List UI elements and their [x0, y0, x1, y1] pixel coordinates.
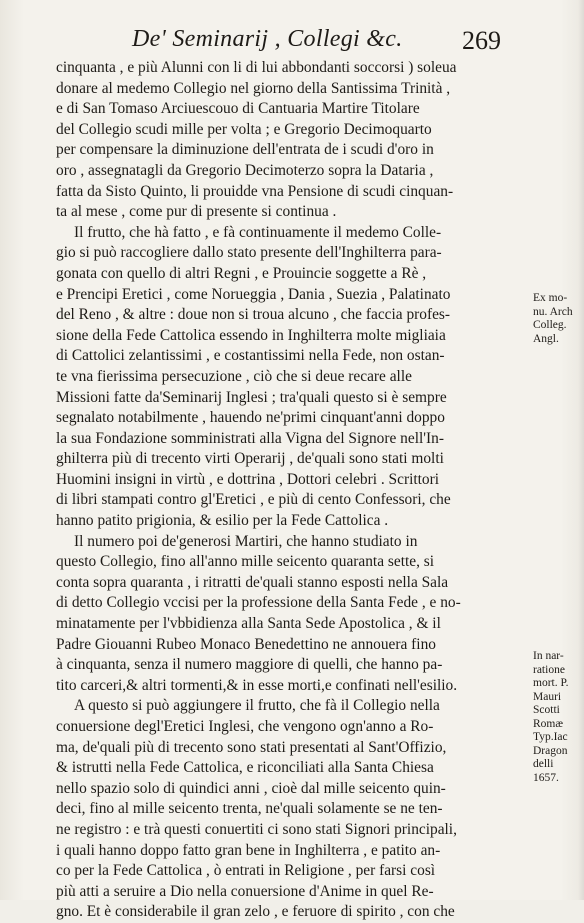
text-line: cinquanta , e più Alunni con li di lui abbondanti soccorsi ) soleua [56, 59, 457, 76]
body-text [56, 58, 521, 923]
margin-note-line: Colleg. [533, 319, 567, 331]
text-line: co per la Fede Cattolica , ò entrati in Religione , per farsi così [56, 862, 436, 880]
margin-note-line: Angl. [533, 332, 559, 345]
text-line: Padre Giouanni Rubeo Monaco Benedettino ne annouera fino [56, 635, 436, 653]
text-line: nello spazio solo di quindici anni , cioè dal mille seicento quin- [56, 779, 446, 797]
page-number: 269 [462, 26, 501, 55]
text-line: e di San Tomaso Arciuescouo di Cantuaria Martire Titolare [56, 100, 420, 118]
text-line: ne registro : e trà questi conuertiti ci sono stati Signori principali, [56, 820, 457, 838]
margin-note-line: ratione [533, 663, 565, 676]
text-line: minatamente per l'vbbidienza alla Santa Sede Apostolica , & il [56, 615, 441, 633]
text-line: gno. Et è considerabile il gran zelo , e feruore di spirito , con che [56, 903, 455, 921]
running-title: De' Seminarij , Collegi &c. [132, 26, 403, 52]
margin-note-line: Mauri [533, 690, 562, 703]
margin-note-line: delli [533, 758, 554, 770]
text-line: conta sopra quaranta , i ritratti de'quali stanno esposti nella Sala [56, 573, 449, 591]
text-line: i quali hanno doppo fatto gran bene in Inghilterra , e patito an- [56, 841, 441, 859]
text-line: Missioni fatte da'Seminarij Inglesi ; tra'quali questo si è sempre [56, 388, 447, 406]
text-line: conuersione degl'Eretici Inglesi, che vengono ogn'anno a Ro- [56, 718, 434, 735]
text-line: la sua Fondazione somministrati alla Vigna del Signore nell'In- [56, 429, 444, 447]
text-line: gio si può raccogliere dallo stato presente dell'Inghilterra para- [56, 244, 442, 262]
text-line: te vna fierissima persecuzione , ciò che si deue recare alle [56, 367, 412, 385]
text-line: sione della Fede Cattolica essendo in Inghilterra molte migliaia [56, 326, 446, 344]
margin-note-line: Romæ [533, 717, 564, 730]
text-line: deci, fino al mille seicento trenta, ne'quali solamente se ne ten- [56, 800, 443, 818]
margin-note-line: Scotti [533, 704, 560, 716]
text-line: à cinquanta, senza il numero maggiore di quelli, che hanno pa- [56, 656, 443, 674]
text-line: più atti a seruire a Dio nella conuersione d'Anime in quel Re- [56, 882, 434, 900]
margin-note-line: Dragon [533, 744, 568, 757]
text-line: per compensare la diminuzione dell'entrata de i scudi d'oro in [56, 141, 434, 159]
text-line: oro , assegnatagli da Gregorio Decimoterzo sopra la Dataria , [56, 161, 434, 179]
text-line: & istrutti nella Fede Cattolica, e riconciliati alla Santa Chiesa [56, 759, 434, 777]
margin-note-line: In nar- [533, 650, 564, 662]
margin-note-citation [533, 292, 584, 346]
margin-note-citation [533, 650, 584, 785]
margin-note-line: Typ.Iac [533, 731, 568, 743]
text-line: di Cattolici zelantissimi , e costantissimi nella Fede, non ostan- [56, 347, 445, 365]
margin-note-line: 1657. [533, 771, 559, 784]
text-line: Il frutto, che hà fatto , e fà continuamente il medemo Colle- [74, 223, 442, 241]
text-line: Il numero poi de'generosi Martiri, che hanno studiato in [74, 532, 418, 550]
text-line: donare al medemo Collegio nel giorno della Santissima Trinità , [56, 79, 451, 97]
text-line: fatta da Sisto Quinto, li prouidde vna Pensione di scudi cinquan- [56, 182, 454, 200]
text-line: di libri stampati contro gl'Eretici , e più di cento Confessori, che [56, 491, 451, 509]
margin-note-line: Ex mo- [533, 292, 568, 304]
margin-note-line: mort. P. [533, 677, 569, 689]
text-line: gonata con quello di altri Regni , e Prouincie soggette a Rè , [56, 264, 427, 282]
text-line: Huomini insigni in virtù , e dottrina , Dottori celebri . Scrittori [56, 470, 439, 488]
text-line: e Prencipi Eretici , come Norueggia , Dania , Suezia , Palatinato [56, 285, 451, 303]
text-line: hanno patito prigionia, & esilio per la Fede Cattolica . [56, 512, 389, 530]
text-line: ma, de'quali più di trecento sono stati presentati al Sant'Offizio, [56, 738, 447, 756]
text-line: tito carceri,& altri tormenti,& in esse morti,e confinati nell'esilio. [56, 676, 458, 694]
text-line: del Reno , & altre : doue non si troua alcuno , che faccia profes- [56, 306, 451, 324]
text-line: di detto Collegio vccisi per la professione della Santa Fede , e no- [56, 594, 461, 612]
text-line: questo Collegio, fino all'anno mille seicento quaranta sette, si [56, 553, 435, 571]
text-line: del Collegio scudi mille per volta ; e Gregorio Decimoquarto [56, 120, 432, 138]
text-line: ta al mese , come pur di presente si continua . [56, 203, 337, 221]
page-edge-shadow [578, 0, 584, 900]
text-line: A questo si può aggiungere il frutto, che fà il Collegio nella [74, 697, 440, 715]
margin-note-line: nu. Arch [533, 305, 573, 318]
text-line: ghilterra più di trecento virti Operarij , de'quali sono stati molti [56, 450, 444, 468]
text-line: segnalato notabilmente , hauendo ne'primi cinquant'anni doppo [56, 409, 445, 427]
